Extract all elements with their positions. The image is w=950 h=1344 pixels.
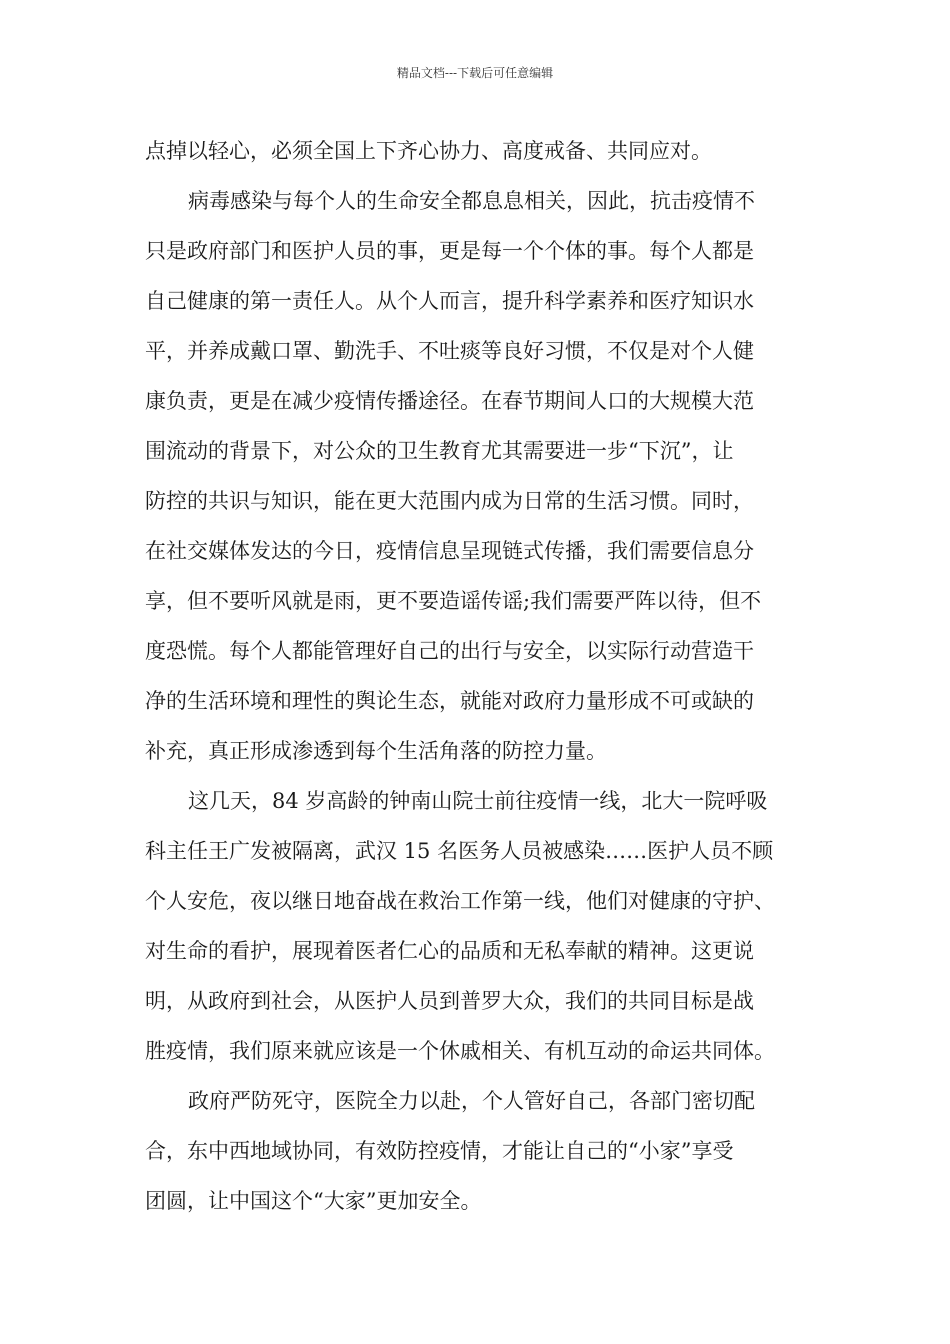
paragraph-line: 平，并养成戴口罩、勤洗手、不吐痰等良好习惯，不仅是对个人健 [145,339,754,363]
paragraph-line: 净的生活环境和理性的舆论生态，就能对政府力量形成不可或缺的 [145,689,754,713]
paragraph-line: 团圆，让中国这个“大家”更加安全。 [145,1189,482,1213]
paragraph [145,126,810,176]
document-body [145,126,810,1226]
paragraph-line: 个人安危，夜以继日地奋战在救治工作第一线，他们对健康的守护、 [145,889,775,913]
paragraph-line: 度恐慌。每个人都能管理好自己的出行与安全，以实际行动营造干 [145,639,754,663]
paragraph-line: 围流动的背景下，对公众的卫生教育尤其需要进一步“下沉”，让 [145,439,734,463]
paragraph-line: 防控的共识与知识，能在更大范围内成为日常的生活习惯。同时， [145,489,754,513]
paragraph-line: 这几天，84 岁高龄的钟南山院士前往疫情一线，北大一院呼吸 [188,789,768,813]
paragraph-line: 康负责，更是在减少疫情传播途径。在春节期间人口的大规模大范 [145,389,754,413]
paragraph-line: 自己健康的第一责任人。从个人而言，提升科学素养和医疗知识水 [145,289,754,313]
paragraph-line: 点掉以轻心，必须全国上下齐心协力、高度戒备、共同应对。 [145,139,712,163]
paragraph-line: 享，但不要听风就是雨，更不要造谣传谣;我们需要严阵以待，但不 [145,589,762,613]
paragraph-line: 明，从政府到社会，从医护人员到普罗大众，我们的共同目标是战 [145,989,754,1013]
paragraph [145,1076,810,1226]
paragraph-line: 病毒感染与每个人的生命安全都息息相关，因此，抗击疫情不 [188,189,755,213]
paragraph [145,176,810,776]
page-header: 精品文档---下载后可任意编辑 [396,66,554,80]
paragraph-line: 补充，真正形成渗透到每个生活角落的防控力量。 [145,739,607,763]
paragraph-line: 科主任王广发被隔离，武汉 15 名医务人员被感染……医护人员不顾 [145,839,774,863]
paragraph-line: 对生命的看护，展现着医者仁心的品质和无私奉献的精神。这更说 [145,939,754,963]
paragraph-line: 政府严防死守，医院全力以赴，个人管好自己，各部门密切配 [188,1089,755,1113]
paragraph-line: 合，东中西地域协同，有效防控疫情，才能让自己的“小家”享受 [145,1139,734,1163]
paragraph-line: 胜疫情，我们原来就应该是一个休戚相关、有机互动的命运共同体。 [145,1039,775,1063]
paragraph-line: 只是政府部门和医护人员的事，更是每一个个体的事。每个人都是 [145,239,754,263]
paragraph [145,776,810,1076]
paragraph-line: 在社交媒体发达的今日，疫情信息呈现链式传播，我们需要信息分 [145,539,754,563]
